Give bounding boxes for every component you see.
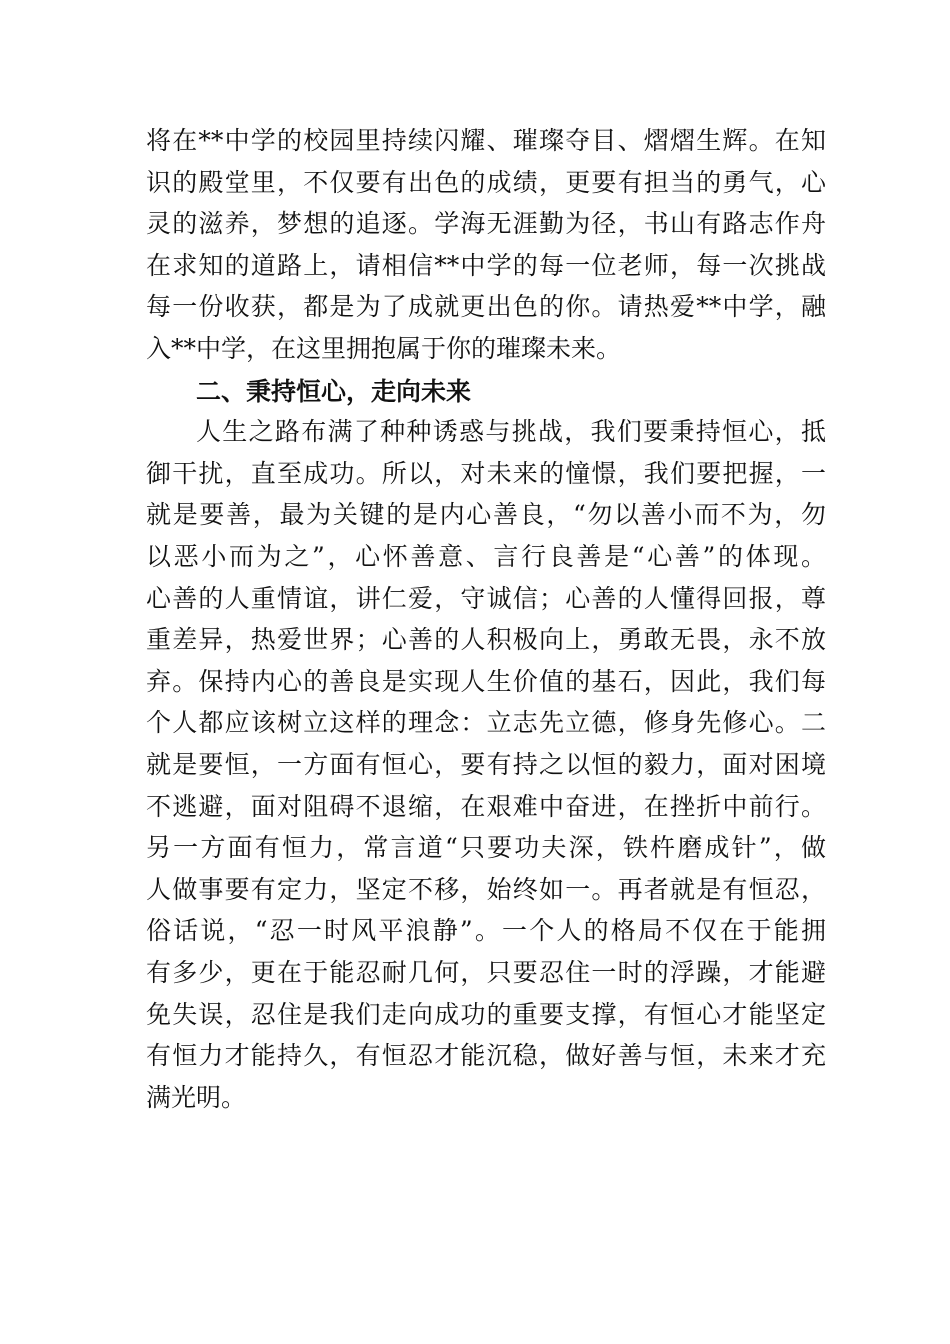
paragraph-line: 弃。保持内心的善良是实现人生价值的基石，因此，我们每 <box>146 666 826 696</box>
paragraph-line: 人做事要有定力，坚定不移，始终如一。再者就是有恒忍， <box>146 874 826 904</box>
paragraph-line: 灵的滋养，梦想的追逐。学海无涯勤为径，书山有路志作舟 <box>146 209 826 239</box>
paragraph-line: 有多少，更在于能忍耐几何，只要忍住一时的浮躁，才能避 <box>146 958 826 987</box>
paragraph-line: 个人都应该树立这样的理念：立志先立德，修身先修心。二 <box>146 708 826 738</box>
section-heading: 二、秉持恒心，走向未来 <box>196 376 472 406</box>
paragraph-line: 将在**中学的校园里持续闪耀、璀璨夺目、熠熠生辉。在知 <box>146 126 826 155</box>
paragraph-line: 心善的人重情谊，讲仁爱，守诚信；心善的人懂得回报，尊 <box>146 583 826 613</box>
paragraph-line: 以恶小而为之”，心怀善意、言行良善是“心善”的体现。 <box>146 542 826 571</box>
paragraph-line: 有恒力才能持久，有恒忍才能沉稳，做好善与恒，未来才充 <box>146 1041 826 1071</box>
paragraph-line: 人生之路布满了种种诱惑与挑战，我们要秉持恒心，抵 <box>196 417 826 447</box>
paragraph-line: 就是要恒，一方面有恒心，要有持之以恒的毅力，面对困境 <box>146 750 826 779</box>
paragraph-line: 每一份收获，都是为了成就更出色的你。请热爱**中学，融 <box>146 292 826 322</box>
paragraph-line: 就是要善，最为关键的是内心善良，“勿以善小而不为，勿 <box>146 500 826 530</box>
paragraph-line: 重差异，热爱世界；心善的人积极向上，勇敢无畏，永不放 <box>146 625 826 655</box>
paragraph-line: 不逃避，面对阻碍不退缩，在艰难中奋进，在挫折中前行。 <box>146 791 826 821</box>
paragraph-line: 在求知的道路上，请相信**中学的每一位老师，每一次挑战 <box>146 250 826 280</box>
paragraph-line: 御干扰，直至成功。所以，对未来的憧憬，我们要把握，一 <box>146 458 826 488</box>
paragraph-line: 免失误，忍住是我们走向成功的重要支撑，有恒心才能坚定 <box>146 999 826 1029</box>
paragraph-line: 识的殿堂里，不仅要有出色的成绩，更要有担当的勇气，心 <box>146 167 826 197</box>
paragraph-line: 满光明。 <box>146 1082 247 1112</box>
paragraph-line: 俗话说，“忍一时风平浪静”。一个人的格局不仅在于能拥 <box>146 916 826 946</box>
paragraph-line: 另一方面有恒力，常言道“只要功夫深，铁杵磨成针”，做 <box>146 833 826 863</box>
paragraph-line: 入**中学，在这里拥抱属于你的璀璨未来。 <box>146 334 622 363</box>
